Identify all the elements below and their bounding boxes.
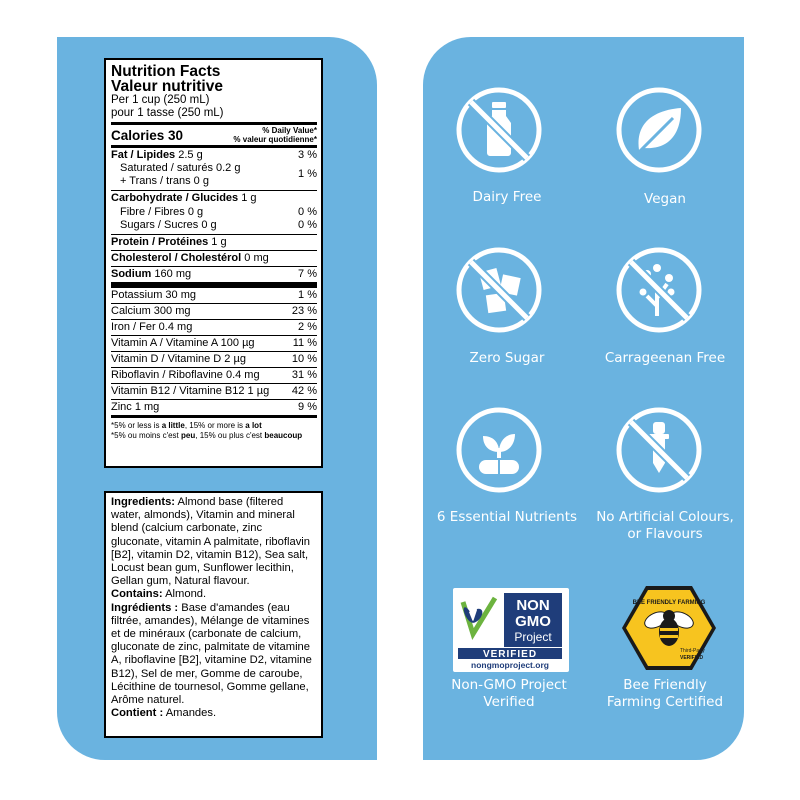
cert-label-non-gmo-line1: Non-GMO Project [451, 677, 567, 693]
sodium-label: Sodium [111, 268, 152, 280]
non-gmo-project-logo [453, 588, 569, 672]
cholesterol-amount: 0 mg [244, 252, 269, 264]
riboflavin-dv: 31 % [291, 369, 317, 381]
contient-label: Contient : [111, 707, 164, 720]
contient-text: Amandes. [163, 707, 217, 720]
ingredients-fr-label: Ingrédients : [111, 601, 179, 614]
badge-label-carrageenan-free: Carrageenan Free [604, 350, 726, 366]
zinc: Zinc 1 mg [111, 401, 160, 413]
footnote-en-bold: a lot [245, 421, 262, 430]
daily-value-header-en: % Daily Value* [262, 126, 317, 135]
sugars: Sugars / Sucres 0 g [120, 219, 217, 231]
calcium: Calcium 300 mg [111, 305, 191, 317]
badge-label-vegan: Vegan [644, 191, 686, 207]
vitamin-a: Vitamin A / Vitamine A 100 µg [111, 337, 255, 349]
protein-amount: 1 g [211, 236, 227, 248]
contains-label: Contains: [111, 588, 163, 601]
cholesterol-label: Cholesterol / Cholestérol [111, 252, 242, 264]
ngmo-gmo: GMO [515, 613, 551, 630]
nutrition-facts-table [104, 58, 323, 468]
vitamin-d: Vitamin D / Vitamine D 2 µg [111, 353, 246, 365]
ingredients-en-text: Almond base (filtered water, almonds), Vitamin and mineral blend (calcium carbonate, zinc gluconate, vitamin A palmitate, riboflavin [B2], vitamin D2, vitamin B12), Sea salt, Locust bean gum, Sunflower lecithin, Gellan gum, Natural flavour. [111, 496, 310, 588]
fat-dv: 3 % [298, 149, 317, 161]
vitamin-a-dv: 11 % [292, 337, 317, 349]
sugars-dv: 0 % [298, 219, 317, 231]
fibre-dv: 0 % [298, 206, 317, 218]
ingredients-fr [111, 602, 316, 708]
leaf-icon [615, 86, 703, 174]
ngmo-non: NON [516, 597, 550, 614]
dairy-bottle-crossed-icon [455, 86, 543, 174]
badge-label-dairy-free: Dairy Free [472, 189, 542, 205]
footnote [111, 418, 317, 441]
vitamin-b12-dv: 42 % [291, 385, 317, 397]
ingredients-en [111, 496, 316, 588]
fat-amount: 2.5 g [178, 149, 203, 161]
cert-label-bee-friendly [590, 677, 740, 711]
footnote-en-part: *5% or less is [111, 421, 162, 430]
sprout-capsule-icon [455, 406, 543, 494]
vitamin-d-dv: 10 % [291, 353, 317, 365]
bee-text-top: BEE FRIENDLY FARMING [632, 600, 706, 606]
nutrition-title-en: Nutrition Facts [111, 63, 221, 80]
sodium-dv: 7 % [298, 268, 317, 280]
serving-size-en: Per 1 cup (250 mL) [111, 94, 210, 106]
dropper-crossed-icon [615, 406, 703, 494]
fat-label: Fat / Lipides [111, 149, 176, 161]
cert-label-bee-line2: Farming Certified [606, 694, 724, 710]
iron: Iron / Fer 0.4 mg [111, 321, 193, 333]
footnote-en-bold: a little [161, 421, 185, 430]
potassium-dv: 1 % [298, 289, 317, 301]
footnote-fr-bold: beaucoup [264, 431, 303, 440]
cert-label-non-gmo [434, 677, 584, 711]
badge-label-zero-sugar: Zero Sugar [469, 350, 545, 366]
seaweed-crossed-icon [615, 246, 703, 334]
nutrition-title-fr: Valeur nutritive [111, 78, 223, 95]
ingredients-box [104, 491, 323, 738]
iron-dv: 2 % [298, 321, 317, 333]
contient-fr [111, 707, 316, 720]
carbohydrate-label: Carbohydrate / Glucides [111, 192, 239, 204]
riboflavin: Riboflavin / Riboflavine 0.4 mg [111, 369, 260, 381]
potassium: Potassium 30 mg [111, 289, 196, 301]
ingredients-fr-text: Base d'amandes (eau filtrée, amandes), Mélange de vitamines et de minéraux (carbonate de calcium, gluconate de zinc, palmitate de vitamine A, riboflavine [B2], vitamine D2, vitamine B12), Sel de mer, Gomme de caroube, Lécithine de tournesol, Gomme gellane, Arôme naturel. [111, 601, 312, 707]
daily-value-header-fr: % valeur quotidienne* [233, 135, 317, 144]
cert-label-bee-line1: Bee Friendly [623, 677, 707, 693]
ingredients-en-label: Ingredients: [111, 496, 176, 508]
zinc-dv: 9 % [298, 401, 317, 413]
non-gmo-butterfly-icon [455, 590, 567, 670]
footnote-fr-part: *5% ou moins c'est [111, 431, 182, 440]
saturated-fat: Saturated / saturés 0.2 g [120, 162, 241, 174]
contains-en [111, 588, 316, 601]
serving-size-fr: pour 1 tasse (250 mL) [111, 107, 224, 119]
bee-text-verified: VERIFIED [680, 655, 704, 661]
badge-label-essential-nutrients: 6 Essential Nutrients [436, 509, 578, 525]
calcium-dv: 23 % [291, 305, 317, 317]
calories: Calories 30 [111, 127, 184, 143]
sugar-cubes-crossed-icon [455, 246, 543, 334]
trans-fat: + Trans / trans 0 g [120, 175, 209, 187]
ngmo-project: Project [514, 630, 552, 644]
protein-label: Protein / Protéines [111, 236, 209, 248]
sodium-amount: 160 mg [154, 268, 192, 280]
ngmo-verified: VERIFIED [482, 649, 538, 660]
ngmo-url: nongmoproject.org [471, 660, 549, 670]
sat-trans-dv: 1 % [298, 168, 317, 180]
contains-text: Almond. [162, 588, 207, 601]
footnote-en-part: , 15% or more is [184, 421, 246, 430]
carbohydrate-amount: 1 g [241, 192, 257, 204]
footnote-fr-bold: peu [181, 431, 196, 440]
footnote-fr-part: , 15% ou plus c'est [195, 431, 265, 440]
bee-friendly-farming-logo [620, 584, 718, 672]
vitamin-b12: Vitamin B12 / Vitamine B12 1 µg [111, 385, 270, 397]
badge-label-no-artificial: No Artificial Colours, or Flavours [596, 509, 734, 542]
bee-text-third-party: Third-Party [680, 648, 705, 654]
cert-label-non-gmo-line2: Verified [483, 694, 535, 710]
fibre: Fibre / Fibres 0 g [120, 206, 204, 218]
